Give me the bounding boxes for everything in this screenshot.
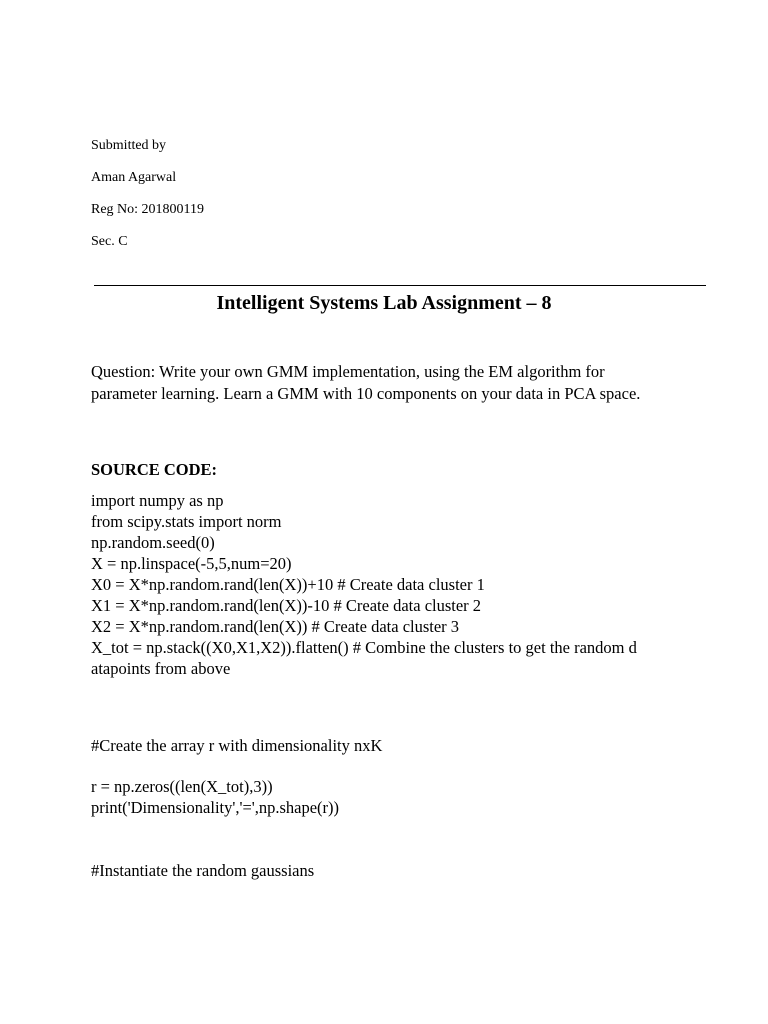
code-line: X_tot = np.stack((X0,X1,X2)).flatten() # Combine the clusters to get the random d [91,638,637,657]
code-line: X0 = X*np.random.rand(len(X))+10 # Create data cluster 1 [91,575,485,594]
title-divider [94,285,706,286]
code-line: print('Dimensionality','=',np.shape(r)) [91,798,340,817]
source-code-heading: SOURCE CODE: [91,460,218,479]
question-paragraph [91,361,711,405]
author-name: Aman Agarwal [91,170,177,185]
question-line: parameter learning. Learn a GMM with 10 components on your data in PCA space. [91,384,641,403]
section-label: Sec. C [91,234,128,249]
code-block-array [91,776,711,818]
code-comment: #Instantiate the random gaussians [91,861,315,880]
code-line: np.random.seed(0) [91,533,215,552]
code-line: X = np.linspace(-5,5,num=20) [91,554,292,573]
registration-number: Reg No: 201800119 [91,202,205,217]
question-line: Question: Write your own GMM implementation, using the EM algorithm for [91,362,605,381]
code-line: X2 = X*np.random.rand(len(X)) # Create data cluster 3 [91,617,460,636]
code-line: from scipy.stats import norm [91,512,282,531]
code-line: atapoints from above [91,659,231,678]
code-comment: #Create the array r with dimensionality nxK [91,736,383,755]
code-block-imports [91,490,711,679]
code-line: import numpy as np [91,491,224,510]
code-line: X1 = X*np.random.rand(len(X))-10 # Create data cluster 2 [91,596,482,615]
submitted-by-label: Submitted by [91,138,167,153]
document-title: Intelligent Systems Lab Assignment – 8 [216,292,552,314]
code-line: r = np.zeros((len(X_tot),3)) [91,777,273,796]
